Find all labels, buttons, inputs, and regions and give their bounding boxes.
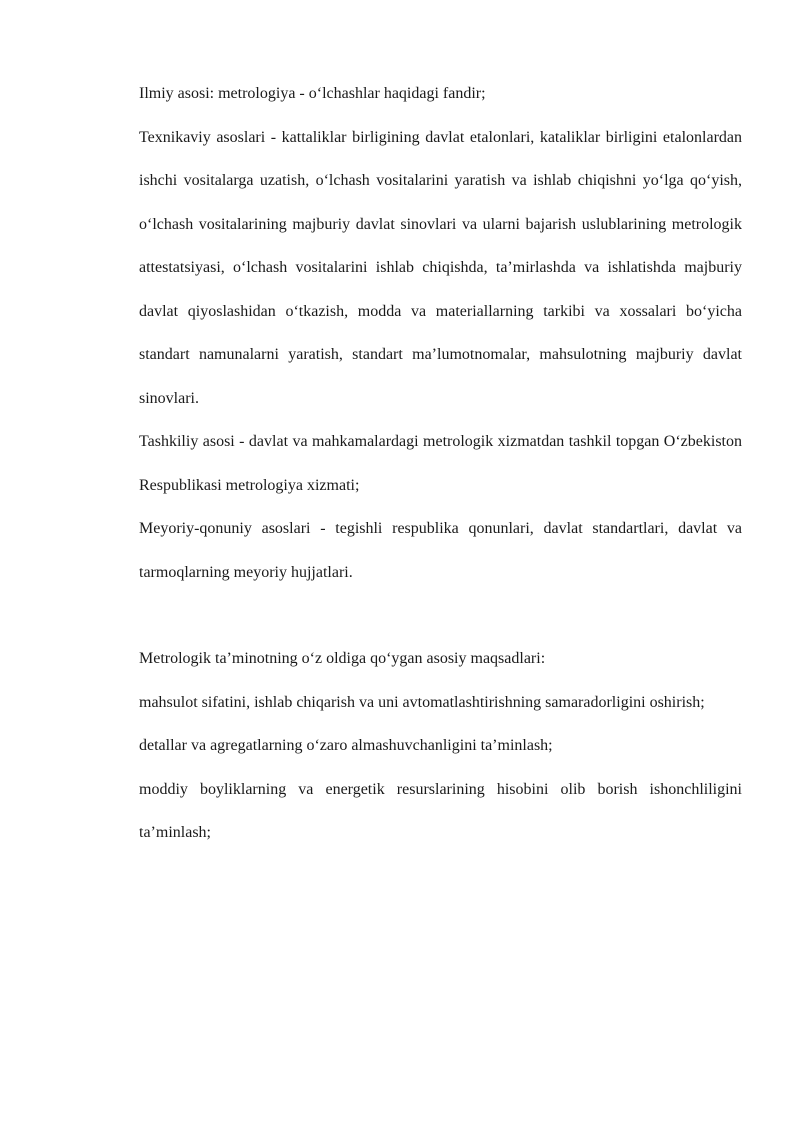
paragraph-tashkiliy-asosi: Tashkiliy asosi - davlat va mahkamalardagi metrologik xizmatdan tashkil topgan O‘zbekiston Respublikasi metrologiya xizmati; <box>139 433 742 494</box>
list-item-detallar: detallar va agregatlarning o‘zaro almashuvchanligini ta’minlash; <box>139 737 553 754</box>
paragraph-meyoriy-qonuniy: Meyoriy-qonuniy asoslari - tegishli respublika qonunlari, davlat standartlari, davlat va tarmoqlarning meyoriy hujjatlari. <box>139 520 742 581</box>
document-body <box>139 72 742 855</box>
paragraph-ilmiy-asosi: Ilmiy asosi: metrologiya - o‘lchashlar haqidagi fandir; <box>139 85 486 102</box>
paragraph-maqsadlar-heading: Metrologik ta’minotning o‘z oldiga qo‘ygan asosiy maqsadlari: <box>139 650 546 667</box>
paragraph-texnikaviy-asoslari: Texnikaviy asoslari - kattaliklar birligining davlat etalonlari, kataliklar birligini etalonlardan ishchi vositalarga uzatish, o‘lchash vositalarini yaratish va ishlab chiqishni yo‘lga qo‘yish, o‘lchash vositalarining majburiy davlat sinovlari va ularni bajarish uslublarining metrologik attestatsiyasi, o‘lchash vositalarini ishlab chiqishda, ta’mirlashda va ishlatishda majburiy davlat qiyoslashidan o‘tkazish, modda va materiallarning tarkibi va xossalari bo‘yicha standart namunalarni yaratish, standart ma’lumotnomalar, mahsulotning majburiy davlat sinovlari. <box>139 128 742 407</box>
list-item-mahsulot-sifati: mahsulot sifatini, ishlab chiqarish va uni avtomatlashtirishning samaradorligini oshirish; <box>139 693 705 711</box>
list-item-moddiy-boyliklar: moddiy boyliklarning va energetik resurslarining hisobini olib borish ishonchliligini ta’minlash; <box>139 780 742 841</box>
